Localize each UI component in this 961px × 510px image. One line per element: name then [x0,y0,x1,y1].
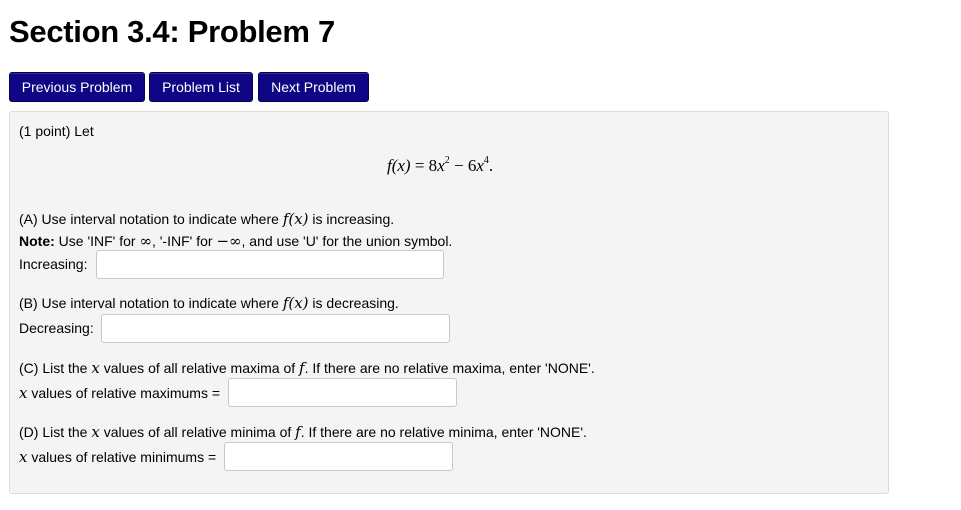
part-d-question [19,423,587,441]
part-a-suffix: is increasing. [308,211,395,227]
note-text-2: , '-INF' for [151,233,217,249]
part-c-question [19,359,595,377]
decreasing-input[interactable] [101,314,450,343]
part-c-f: f [299,359,305,377]
next-problem-button[interactable]: Next Problem [258,72,369,102]
note-text-1: Use 'INF' for [54,233,140,249]
part-d-prefix: (D) List the [19,424,92,440]
relative-maximums-input[interactable] [228,378,457,407]
maximums-label-x: x [19,384,28,402]
part-b-prefix: (B) Use interval notation to indicate where [19,295,283,311]
maximums-label-text: values of relative maximums = [27,385,221,401]
increasing-input[interactable] [96,250,444,279]
relative-minimums-input[interactable] [224,442,453,471]
formula-lhs: f(x) [387,156,411,175]
part-c-x: x [91,359,100,377]
infinity-symbol: ∞ [139,232,152,250]
part-c-middle: values of all relative maxima of [99,360,300,376]
formula-x2: x [476,156,484,175]
previous-problem-button[interactable]: Previous Problem [9,72,145,102]
problem-list-button[interactable]: Problem List [149,72,253,102]
problem-panel [9,111,889,494]
part-b-math: f(x) [282,294,309,312]
formula-end: . [488,156,494,175]
increasing-label: Increasing: [19,256,88,272]
part-a-question [19,210,394,228]
minimums-label-x: x [19,448,28,466]
part-b-suffix: is decreasing. [308,295,399,311]
page-title: Section 3.4: Problem 7 [9,14,335,49]
part-a-math: f(x) [282,210,309,228]
note-label: Note: [19,233,55,249]
part-c-suffix: . If there are no relative maxima, enter 'NONE'. [304,360,595,376]
part-d-x: x [91,423,100,441]
function-formula [387,156,493,176]
part-d-f: f [295,423,301,441]
decreasing-label: Decreasing: [19,320,94,336]
part-d-suffix: . If there are no relative minima, enter 'NONE'. [300,424,587,440]
minimums-label [19,448,216,466]
part-d-middle: values of all relative minima of [99,424,296,440]
part-b-question [19,294,399,312]
formula-eq: = 8 [410,156,438,175]
problem-intro: (1 point) Let [19,123,94,139]
formula-exp2: 4 [483,155,489,166]
note-text-3: , and use 'U' for the union symbol. [241,233,453,249]
minimums-label-text: values of relative minimums = [27,449,217,465]
formula-x1: x [437,156,445,175]
part-c-prefix: (C) List the [19,360,92,376]
part-a-note [19,232,452,250]
formula-exp1: 2 [444,155,450,166]
negative-infinity-symbol: −∞ [216,232,242,250]
part-a-prefix: (A) Use interval notation to indicate where [19,211,283,227]
formula-minus: − 6 [449,156,477,175]
maximums-label [19,384,220,402]
